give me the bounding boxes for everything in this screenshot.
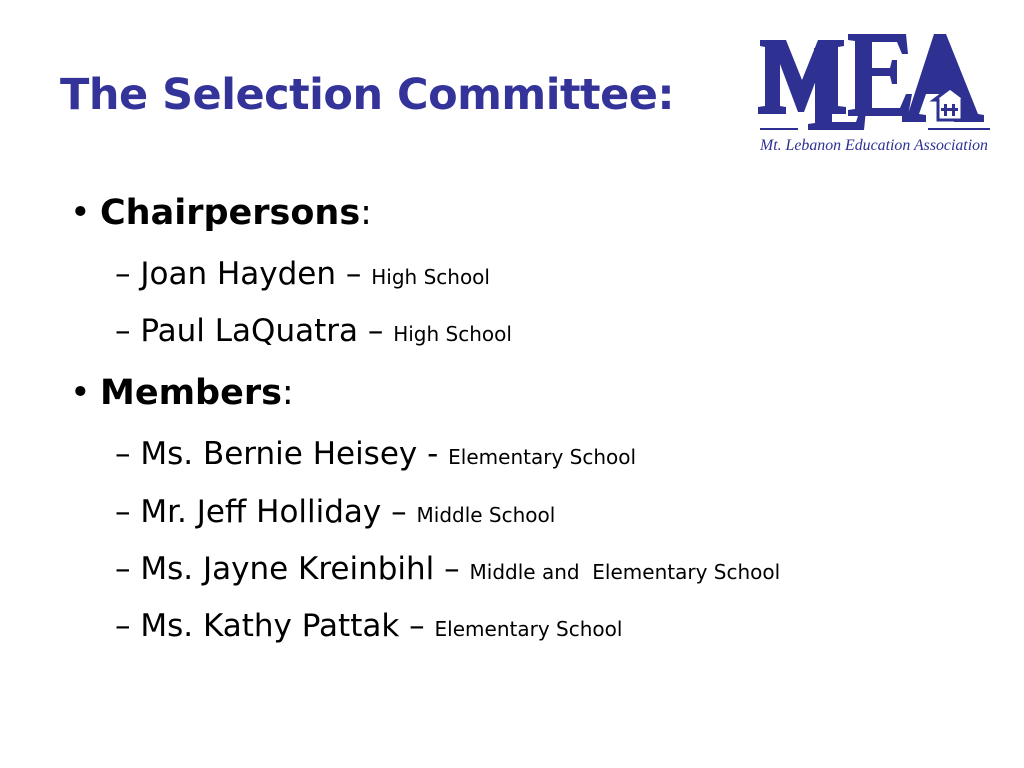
member-name: Paul LaQuatra — [140, 313, 358, 349]
separator: – — [367, 313, 384, 349]
list-item — [115, 608, 622, 647]
bullet: • — [70, 373, 91, 413]
member-name: Ms. Bernie Heisey — [140, 436, 418, 472]
section-colon: : — [360, 193, 372, 233]
member-name: Mr. Jeff Holliday — [140, 494, 382, 530]
list-item — [115, 551, 780, 590]
member-school: High School — [393, 322, 512, 346]
member-name: Joan Hayden — [140, 256, 337, 292]
separator: - — [427, 436, 439, 472]
dash: – — [115, 551, 131, 587]
bullet: • — [70, 193, 91, 233]
member-school: Middle and Elementary School — [469, 560, 781, 584]
dash: – — [115, 256, 131, 292]
section-colon: : — [281, 373, 294, 413]
separator: – — [409, 608, 425, 644]
member-school: Elementary School — [448, 445, 637, 469]
separator: – — [345, 256, 362, 292]
list-item — [115, 436, 636, 475]
section-label: Members — [100, 373, 282, 413]
list-item — [115, 494, 555, 533]
list-item — [115, 256, 490, 295]
section-members — [70, 373, 294, 413]
member-name: Ms. Jayne Kreinbihl — [140, 551, 435, 587]
list-item — [115, 313, 512, 352]
logo-subtitle: Mt. Lebanon Education Association — [759, 137, 988, 154]
section-label: Chairpersons — [100, 193, 361, 233]
dash: – — [115, 494, 131, 530]
member-school: Elementary School — [434, 617, 623, 641]
member-name: Ms. Kathy Pattak — [140, 608, 400, 644]
dash: – — [115, 608, 131, 644]
separator: – — [444, 551, 460, 587]
member-school: High School — [371, 265, 490, 289]
dash: – — [115, 313, 131, 349]
separator: – — [391, 494, 407, 530]
member-school: Middle School — [416, 503, 556, 527]
section-chairpersons — [70, 193, 372, 233]
dash: – — [115, 436, 131, 472]
slide-title: The Selection Committee: — [60, 70, 675, 120]
